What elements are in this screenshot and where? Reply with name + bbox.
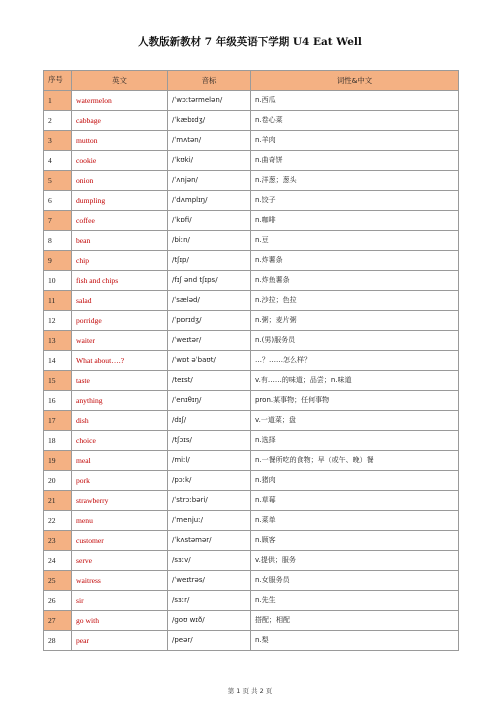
row-number: 7: [44, 211, 72, 231]
row-phonetic: /miːl/: [168, 451, 251, 471]
row-meaning: n.粥；麦片粥: [251, 311, 459, 331]
table-row: [44, 491, 459, 511]
header-meaning: 词性&中文: [251, 71, 459, 91]
row-number: 23: [44, 531, 72, 551]
row-meaning: v.有……的味道；品尝；n.味道: [251, 371, 459, 391]
row-english-word: cookie: [72, 151, 168, 171]
row-phonetic: /sɜːr/: [168, 591, 251, 611]
row-number: 14: [44, 351, 72, 371]
row-english-word: mutton: [72, 131, 168, 151]
row-number: 19: [44, 451, 72, 471]
table-row: [44, 171, 459, 191]
table-row: [44, 111, 459, 131]
row-english-word: sir: [72, 591, 168, 611]
row-english-word: go with: [72, 611, 168, 631]
row-english-word: waiter: [72, 331, 168, 351]
header-phonetic: 音标: [168, 71, 251, 91]
row-number: 10: [44, 271, 72, 291]
row-number: 22: [44, 511, 72, 531]
row-meaning: n.饺子: [251, 191, 459, 211]
row-english-word: strawberry: [72, 491, 168, 511]
table-row: [44, 331, 459, 351]
table-row: [44, 311, 459, 331]
row-number: 17: [44, 411, 72, 431]
row-english-word: menu: [72, 511, 168, 531]
row-meaning: n.女服务员: [251, 571, 459, 591]
row-meaning: n.选择: [251, 431, 459, 451]
table-row: [44, 351, 459, 371]
header-english: 英文: [72, 71, 168, 91]
row-phonetic: /ˈmenjuː/: [168, 511, 251, 531]
row-number: 12: [44, 311, 72, 331]
row-phonetic: /ˈdʌmplɪŋ/: [168, 191, 251, 211]
row-phonetic: /ˈsæləd/: [168, 291, 251, 311]
row-english-word: meal: [72, 451, 168, 471]
table-row: [44, 431, 459, 451]
row-english-word: cabbage: [72, 111, 168, 131]
row-english-word: waitress: [72, 571, 168, 591]
row-english-word: dumpling: [72, 191, 168, 211]
row-meaning: n.曲奇饼: [251, 151, 459, 171]
page-title: 人教版新教材 7 年级英语下学期 U4 Eat Well: [138, 36, 362, 48]
row-meaning: n.羊肉: [251, 131, 459, 151]
table-row: [44, 191, 459, 211]
row-english-word: fish and chips: [72, 271, 168, 291]
row-meaning: n.菜单: [251, 511, 459, 531]
row-meaning: v.一道菜；盘: [251, 411, 459, 431]
table-row: [44, 231, 459, 251]
row-phonetic: /sɜːv/: [168, 551, 251, 571]
row-number: 2: [44, 111, 72, 131]
row-english-word: choice: [72, 431, 168, 451]
row-meaning: n.梨: [251, 631, 459, 651]
row-meaning: n.猪肉: [251, 471, 459, 491]
header-number: 序号: [44, 71, 72, 91]
table-row: [44, 451, 459, 471]
row-english-word: pork: [72, 471, 168, 491]
table-row: [44, 211, 459, 231]
row-phonetic: /ˈwɒt əˈbaʊt/: [168, 351, 251, 371]
row-phonetic: /biːn/: [168, 231, 251, 251]
row-number: 21: [44, 491, 72, 511]
row-phonetic: /ˈkʌstəmər/: [168, 531, 251, 551]
table-header-row: [44, 71, 459, 91]
row-meaning: n.沙拉；色拉: [251, 291, 459, 311]
row-english-word: chip: [72, 251, 168, 271]
row-phonetic: /ˈenɪθɪŋ/: [168, 391, 251, 411]
row-phonetic: /ˈkæbɪdʒ/: [168, 111, 251, 131]
row-english-word: serve: [72, 551, 168, 571]
row-phonetic: /ˈweɪtrəs/: [168, 571, 251, 591]
row-english-word: watermelon: [72, 91, 168, 111]
row-number: 9: [44, 251, 72, 271]
table-row: [44, 511, 459, 531]
row-meaning: n.西瓜: [251, 91, 459, 111]
table-row: [44, 411, 459, 431]
row-phonetic: /fɪʃ ənd tʃɪps/: [168, 271, 251, 291]
row-phonetic: /ˈstrɔːbəri/: [168, 491, 251, 511]
row-meaning: n.先生: [251, 591, 459, 611]
row-number: 26: [44, 591, 72, 611]
row-meaning: n.炸薯条: [251, 251, 459, 271]
row-english-word: anything: [72, 391, 168, 411]
row-meaning: …？……怎么样？: [251, 351, 459, 371]
row-english-word: pear: [72, 631, 168, 651]
row-phonetic: /peər/: [168, 631, 251, 651]
row-meaning: n.(男)服务员: [251, 331, 459, 351]
table-row: [44, 391, 459, 411]
row-english-word: coffee: [72, 211, 168, 231]
table-row: [44, 591, 459, 611]
table-row: [44, 151, 459, 171]
row-number: 4: [44, 151, 72, 171]
vocabulary-table: [43, 70, 459, 651]
row-english-word: onion: [72, 171, 168, 191]
table-row: [44, 611, 459, 631]
row-phonetic: /ˈkɒfi/: [168, 211, 251, 231]
row-number: 16: [44, 391, 72, 411]
row-phonetic: /tʃɪp/: [168, 251, 251, 271]
row-number: 18: [44, 431, 72, 451]
table-row: [44, 371, 459, 391]
row-meaning: n.豆: [251, 231, 459, 251]
row-meaning: n.洋葱；葱头: [251, 171, 459, 191]
row-number: 15: [44, 371, 72, 391]
row-number: 11: [44, 291, 72, 311]
row-phonetic: /tʃɔɪs/: [168, 431, 251, 451]
row-english-word: porridge: [72, 311, 168, 331]
row-meaning: v.提供；服务: [251, 551, 459, 571]
page-footer: 第 1 页 共 2 页: [227, 687, 273, 695]
row-number: 6: [44, 191, 72, 211]
row-english-word: dish: [72, 411, 168, 431]
row-phonetic: /ˈkʊki/: [168, 151, 251, 171]
row-phonetic: /dɪʃ/: [168, 411, 251, 431]
table-row: [44, 551, 459, 571]
row-number: 25: [44, 571, 72, 591]
row-english-word: bean: [72, 231, 168, 251]
row-phonetic: /ˈmʌtən/: [168, 131, 251, 151]
table-row: [44, 631, 459, 651]
row-number: 13: [44, 331, 72, 351]
row-phonetic: /teɪst/: [168, 371, 251, 391]
row-phonetic: /ˈpɒrɪdʒ/: [168, 311, 251, 331]
table-body: [44, 91, 459, 651]
row-meaning: 搭配；相配: [251, 611, 459, 631]
table-row: [44, 571, 459, 591]
table-row: [44, 531, 459, 551]
row-phonetic: /pɔːk/: [168, 471, 251, 491]
table-row: [44, 251, 459, 271]
row-phonetic: /ɡoʊ wɪð/: [168, 611, 251, 631]
table-row: [44, 131, 459, 151]
row-number: 20: [44, 471, 72, 491]
row-meaning: n.咖啡: [251, 211, 459, 231]
row-number: 24: [44, 551, 72, 571]
table-row: [44, 291, 459, 311]
row-english-word: customer: [72, 531, 168, 551]
row-meaning: pron.某事物；任何事物: [251, 391, 459, 411]
row-phonetic: /ˈʌnjən/: [168, 171, 251, 191]
table-row: [44, 91, 459, 111]
row-phonetic: /ˈweɪtər/: [168, 331, 251, 351]
row-meaning: n.草莓: [251, 491, 459, 511]
row-meaning: n.炸鱼薯条: [251, 271, 459, 291]
row-english-word: What about….?: [72, 351, 168, 371]
row-english-word: salad: [72, 291, 168, 311]
row-number: 27: [44, 611, 72, 631]
row-meaning: n.卷心菜: [251, 111, 459, 131]
row-number: 28: [44, 631, 72, 651]
row-number: 1: [44, 91, 72, 111]
row-phonetic: /ˈwɔːtərmelən/: [168, 91, 251, 111]
row-english-word: taste: [72, 371, 168, 391]
row-number: 8: [44, 231, 72, 251]
table-row: [44, 471, 459, 491]
table-row: [44, 271, 459, 291]
row-meaning: n.顾客: [251, 531, 459, 551]
row-number: 3: [44, 131, 72, 151]
row-meaning: n.一餐所吃的食物；早（或午、晚）餐: [251, 451, 459, 471]
row-number: 5: [44, 171, 72, 191]
